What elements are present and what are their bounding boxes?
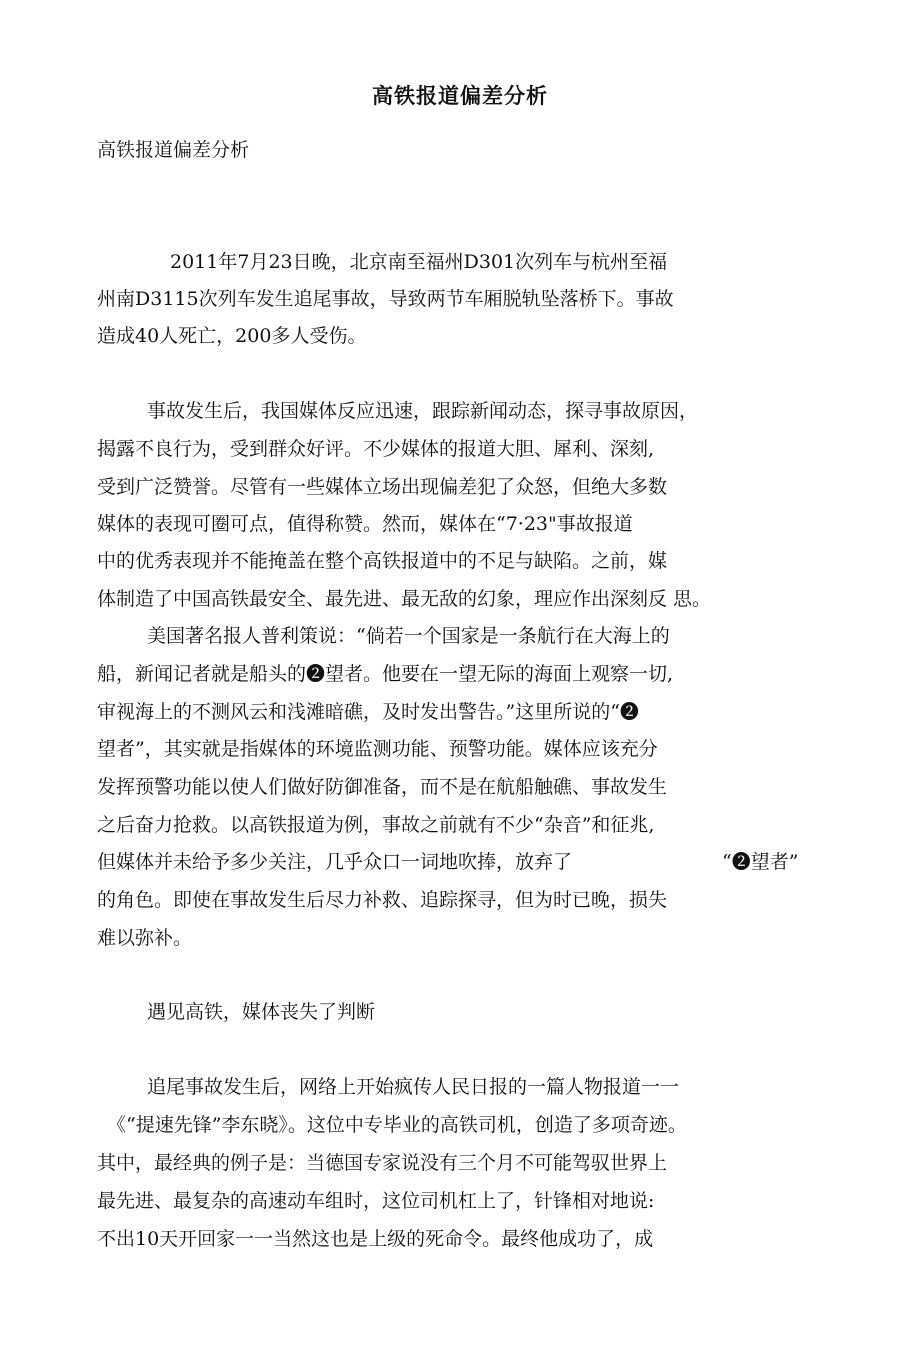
- text-line: 州南D3115次列车发生追尾事故，导致两节车厢脱轨坠落桥下。事故: [97, 288, 674, 310]
- text-line: 其中，最经典的例子是：当德国专家说没有三个月不可能驾驭世界上: [97, 1152, 668, 1174]
- text-line-tail: “❷望者”: [722, 851, 799, 873]
- text-line: 审视海上的不测风云和浅滩暗礁，及时发出警告。”这里所说的“❷: [97, 701, 639, 723]
- text-line: 2011年7月23日晚，北京南至福州D301次列车与杭州至福: [170, 251, 668, 273]
- text-line: 媒体的表现可圈可点，值得称赞。然而，媒体在“7·23"事故报道: [97, 513, 633, 535]
- text-line: 受到广泛赞誉。尽管有一些媒体立场出现偏差犯了众怒，但绝大多数: [97, 476, 668, 498]
- document-title: 高铁报道偏差分析: [372, 84, 548, 108]
- text-line: 追尾事故发生后，网络上开始疯传人民日报的一篇人物报道一一: [147, 1076, 680, 1098]
- text-line: 体制造了中国高铁最安全、最先进、最无敌的幻象，理应作出深刻反 思。: [97, 588, 712, 610]
- text-line: 发挥预警功能以使人们做好防御准备，而不是在航船触礁、事故发生: [97, 776, 668, 798]
- text-line: 望者”，其实就是指媒体的环境监测功能、预警功能。媒体应该充分: [97, 738, 658, 760]
- text-line: 中的优秀表现并不能掩盖在整个高铁报道中的不足与缺陷。之前，媒: [97, 550, 668, 572]
- text-line: 《“提速先锋”李东晓》。这位中专毕业的高铁司机，创造了多项奇迹。: [107, 1114, 687, 1136]
- section-heading: 遇见高铁，媒体丧失了判断: [147, 1001, 376, 1023]
- text-line: 船，新闻记者就是船头的❷望者。他要在一望无际的海面上观察一切,: [97, 663, 674, 685]
- text-line: 揭露不良行为，受到群众好评。不少媒体的报道大胆、犀利、深刻,: [97, 438, 655, 460]
- text-line: 最先进、最复杂的高速动车组时，这位司机杠上了，针锋相对地说:: [97, 1190, 655, 1212]
- text-line: 难以弥补。: [97, 927, 193, 949]
- document-subtitle: 高铁报道偏差分析: [97, 139, 250, 161]
- text-line: 造成40人死亡，200多人受伤。: [97, 325, 367, 347]
- text-line: 美国著名报人普利策说：“倘若一个国家是一条航行在大海上的: [147, 625, 670, 647]
- text-line: 之后奋力抢救。以高铁报道为例，事故之前就有不少“杂音”和征兆,: [97, 814, 655, 836]
- text-line: 不出10天开回家一一当然这也是上级的死命令。最终他成功了，成: [97, 1228, 654, 1250]
- text-line: 事故发生后，我国媒体反应迅速，跟踪新闻动态，探寻事故原因，: [147, 400, 699, 422]
- text-line: 的角色。即使在事故发生后尽力补救、追踪探寻，但为时已晚，损失: [97, 889, 668, 911]
- text-line: 但媒体并未给予多少关注，几乎众口一词地吹捧，放弃了: [97, 851, 573, 873]
